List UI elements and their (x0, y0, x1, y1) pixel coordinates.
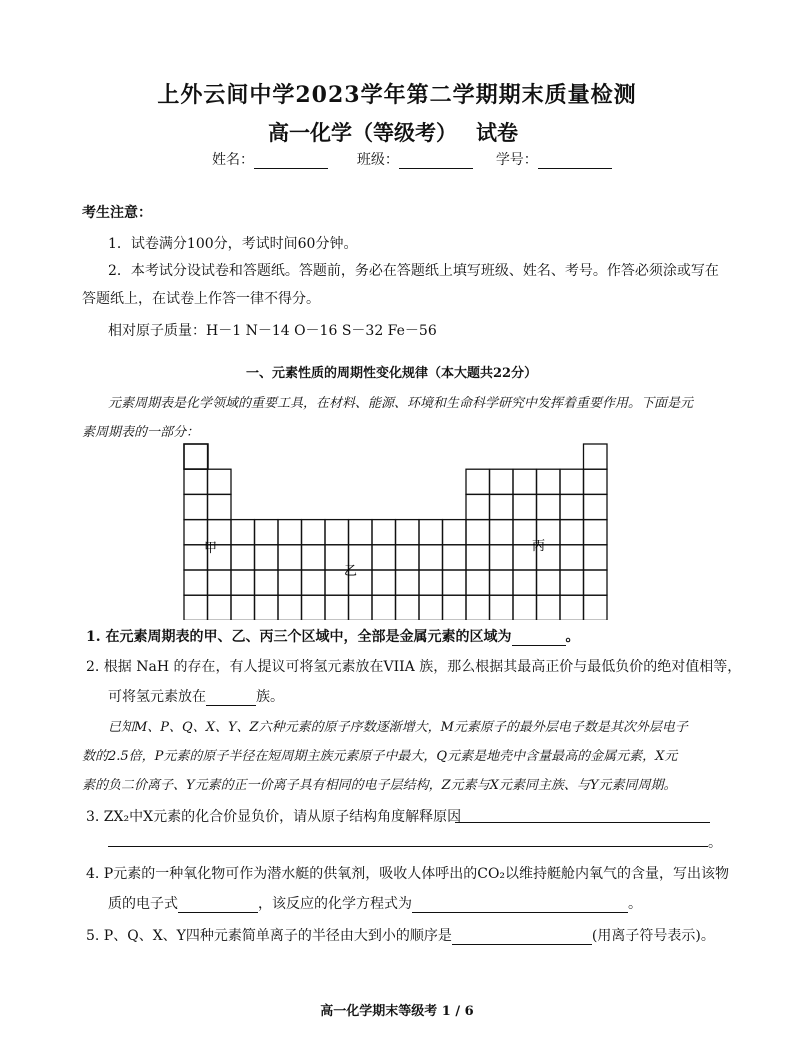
question-1 (86, 626, 580, 646)
table-cell (184, 494, 208, 519)
table-cell (560, 469, 584, 494)
table-cell (419, 595, 443, 620)
class-label: 班级： (356, 152, 399, 168)
table-cell (584, 469, 608, 494)
table-cell (490, 570, 514, 595)
table-cell (372, 520, 396, 545)
table-cell (560, 570, 584, 595)
notice-item-1: 1．试卷满分100分，考试时间60分钟。 (108, 236, 358, 252)
exam-subtitle-suffix: 试卷 (476, 120, 518, 145)
table-cell (490, 469, 514, 494)
table-cell (490, 494, 514, 519)
table-cell (396, 595, 420, 620)
table-cell (325, 520, 349, 545)
question-4-line2 (108, 893, 642, 913)
section-heading: 一、元素性质的周期性变化规律（本大题共22分） (246, 366, 538, 381)
name-label: 姓名： (212, 152, 254, 168)
table-cell (560, 520, 584, 545)
table-cell (184, 570, 208, 595)
question-4-line1: 4. P元素的一种氧化物可作为潜水艇的供氧剂，吸收人体呼出的CO₂以维持艇舱内氧气的含量，写出该物 (86, 866, 730, 882)
table-cell (184, 469, 208, 494)
table-cell (466, 570, 490, 595)
table-cell (372, 570, 396, 595)
table-cell (584, 545, 608, 570)
class-blank[interactable] (399, 154, 473, 169)
q4-end: 。 (628, 896, 642, 912)
q4-text-a: 质的电子式 (108, 896, 178, 912)
periodic-table-grid (180, 440, 610, 620)
table-cell (278, 520, 302, 545)
q4-text-b: ，该反应的化学方程式为 (258, 896, 412, 912)
notice-heading: 考生注意： (82, 205, 152, 221)
table-cell (278, 570, 302, 595)
table-cell (231, 595, 255, 620)
table-cell (584, 494, 608, 519)
q2-end: 族。 (256, 689, 284, 705)
table-cell (466, 595, 490, 620)
page-footer: 高一化学期末等级考 1 / 6 (320, 1004, 474, 1019)
table-cell (443, 545, 467, 570)
name-blank[interactable] (254, 154, 328, 169)
q3-answer-line-1[interactable] (455, 822, 710, 823)
question-2-line2 (108, 686, 284, 706)
table-cell (208, 595, 232, 620)
table-cell (584, 444, 608, 469)
notice-item-2-line1: 2．本考试分设试卷和答题纸。答题前，务必在答题纸上填写班级、姓名、考号。作答必须涂或写在 (108, 263, 719, 279)
exam-subtitle: 高一化学（等级考） (268, 120, 457, 145)
table-cell (466, 494, 490, 519)
table-cell (513, 469, 537, 494)
table-cell (490, 595, 514, 620)
table-cell (255, 520, 279, 545)
q3-end: 。 (708, 835, 722, 851)
table-cell (466, 545, 490, 570)
table-cell (537, 570, 561, 595)
table-cell (419, 570, 443, 595)
table-cell (302, 570, 326, 595)
table-cell (537, 595, 561, 620)
table-cell (184, 444, 208, 469)
atomic-mass: 相对原子质量：H－1 N－14 O－16 S－32 Fe－56 (108, 323, 437, 339)
table-cell (443, 520, 467, 545)
intro-line2: 素周期表的一部分： (82, 425, 200, 440)
q1-text: 1. 在元素周期表的甲、乙、丙三个区域中，全部是金属元素的区域为 (86, 629, 512, 645)
table-cell (513, 494, 537, 519)
table-cell (419, 545, 443, 570)
q5-text: 5. P、Q、X、Y四种元素简单离子的半径由大到小的顺序是 (86, 928, 452, 944)
table-cell (560, 545, 584, 570)
table-cell (584, 520, 608, 545)
table-cell (396, 520, 420, 545)
table-cell (466, 520, 490, 545)
table-cell (302, 595, 326, 620)
table-cell (208, 494, 232, 519)
q5-answer-blank[interactable] (452, 930, 592, 945)
question-2-line1: 2. 根据 NaH 的存在，有人提议可将氢元素放在VIIA 族，那么根据其最高正价与最低负价的绝对值相等， (86, 659, 742, 675)
label-jia: 甲 (204, 541, 218, 556)
table-cell (255, 545, 279, 570)
id-label: 学号： (495, 152, 538, 168)
table-cell (255, 595, 279, 620)
q2-text: 可将氢元素放在 (108, 689, 206, 705)
id-blank[interactable] (538, 154, 612, 169)
table-cell (302, 545, 326, 570)
q4-electron-formula-blank[interactable] (178, 898, 258, 913)
q3-answer-line-2[interactable] (108, 846, 708, 847)
table-cell (490, 520, 514, 545)
table-cell (349, 595, 373, 620)
table-cell (325, 595, 349, 620)
exam-title: 上外云间中学2023学年第二学期期末质量检测 (157, 82, 637, 108)
table-cell (278, 595, 302, 620)
table-cell (490, 545, 514, 570)
table-cell (584, 570, 608, 595)
table-cell (231, 570, 255, 595)
student-info (212, 149, 612, 169)
table-cell (302, 520, 326, 545)
table-cell (584, 595, 608, 620)
passage-line1: 已知M、P、Q、X、Y、Z六种元素的原子序数逐渐增大，M元素原子的最外层电子数是其次外层电子 (108, 720, 688, 735)
table-cell (560, 494, 584, 519)
question-3: 3. ZX₂中X元素的化合价显负价，请从原子结构角度解释原因 (86, 809, 462, 825)
table-cell (513, 570, 537, 595)
question-5 (86, 925, 715, 945)
notice-item-2-line2: 答题纸上，在试卷上作答一律不得分。 (82, 291, 320, 307)
table-cell (184, 595, 208, 620)
q1-end: 。 (565, 629, 580, 645)
table-cell (537, 469, 561, 494)
table-cell (372, 595, 396, 620)
q4-equation-blank[interactable] (412, 898, 628, 913)
table-cell (537, 494, 561, 519)
table-cell (349, 520, 373, 545)
q5-end: (用离子符号表示)。 (591, 928, 715, 944)
table-cell (231, 520, 255, 545)
table-cell (372, 545, 396, 570)
label-yi: 乙 (344, 564, 358, 579)
label-bing: 丙 (532, 539, 546, 554)
table-cell (560, 595, 584, 620)
passage-line2: 数的2.5倍，P元素的原子半径在短周期主族元素原子中最大，Q元素是地壳中含量最高的金属元素，X元 (82, 749, 678, 764)
table-cell (255, 570, 279, 595)
q2-answer-blank[interactable] (206, 691, 256, 706)
table-cell (208, 570, 232, 595)
table-cell (443, 570, 467, 595)
table-cell (513, 595, 537, 620)
passage-line3: 素的负二价离子、Y元素的正一价离子具有相同的电子层结构，Z元素与X元素同主族、与Y元素同周期。 (82, 778, 677, 793)
table-cell (396, 545, 420, 570)
table-cell (231, 545, 255, 570)
table-cell (419, 520, 443, 545)
intro-line1: 元素周期表是化学领域的重要工具，在材料、能源、环境和生命科学研究中发挥着重要作用。下面是元 (108, 396, 694, 411)
q1-answer-blank[interactable] (512, 631, 566, 646)
table-cell (208, 469, 232, 494)
table-cell (278, 545, 302, 570)
table-cell (466, 469, 490, 494)
table-cell (443, 595, 467, 620)
table-cell (396, 570, 420, 595)
